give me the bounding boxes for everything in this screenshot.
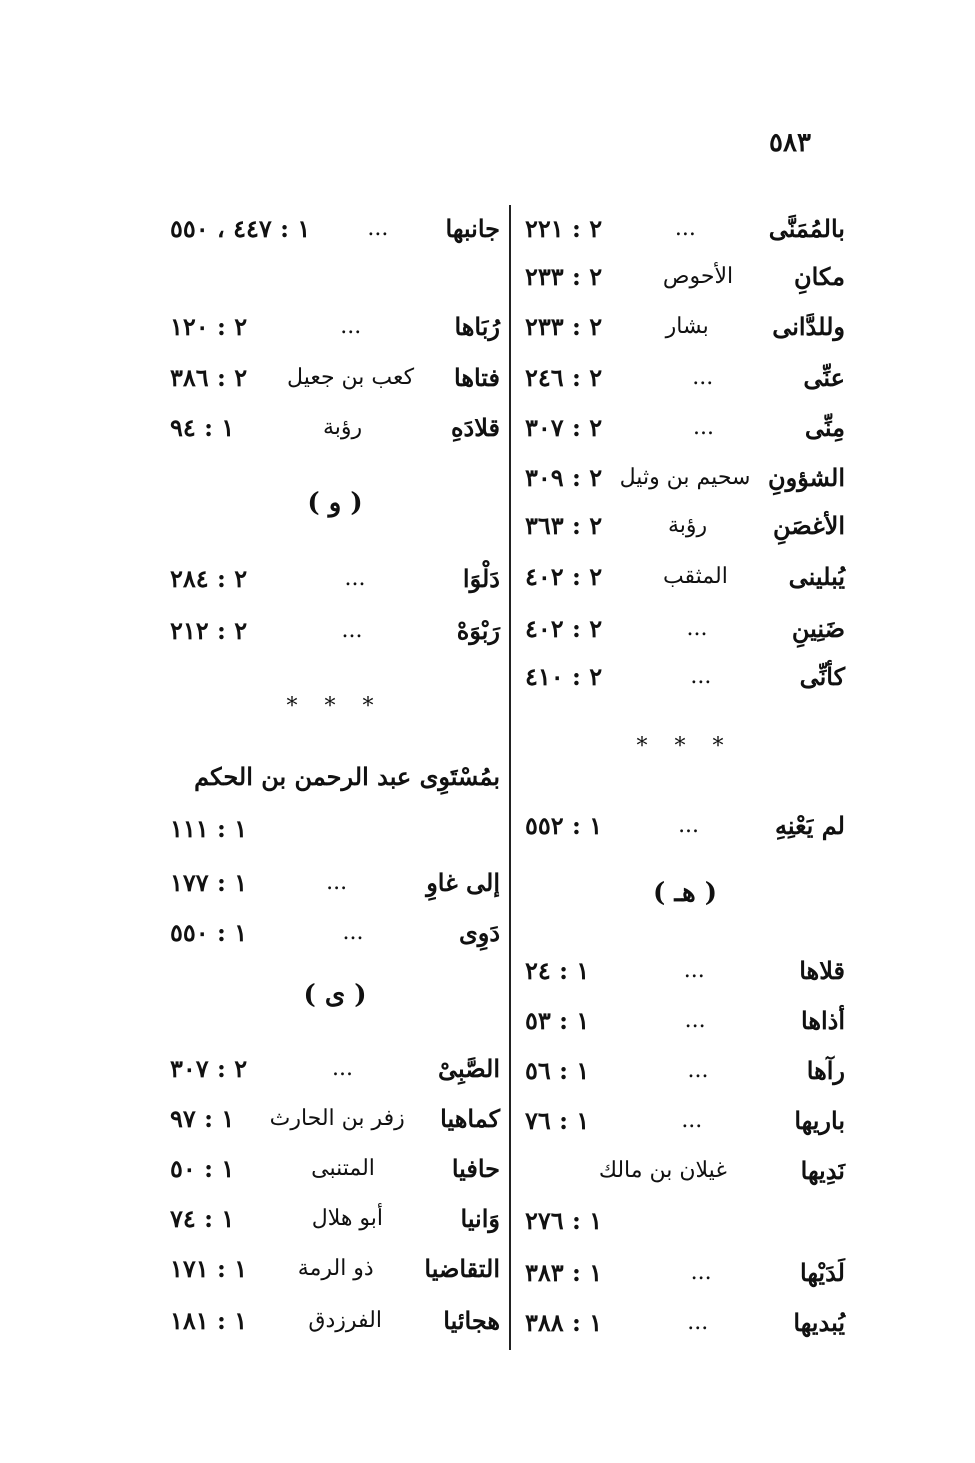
entry-ref: ١ : ٥٥٠ [170, 917, 248, 947]
list-item [525, 656, 845, 696]
entry-word: مكانِ [793, 261, 845, 291]
entry-word: يُبديها [793, 1307, 845, 1337]
entry-word: الأغصَنِ [773, 510, 845, 540]
entry-word: مِنِّى [804, 412, 845, 442]
list-item [525, 1150, 845, 1190]
entry-poet: سحيم بن وثيل [619, 464, 751, 490]
entry-poet: غيلان بن مالك [598, 1157, 727, 1183]
entry-ref: ١ : ٩٤ [170, 412, 235, 442]
entry-word: أذاها [801, 1005, 845, 1035]
entry-poet: ... [684, 1007, 706, 1033]
entry-poet: زفر بن الحارث [269, 1105, 405, 1131]
entry-word: رَبْوَهْ [456, 615, 500, 645]
entry-poet: ... [332, 1055, 354, 1081]
entry-ref: ١ : ٥٥٢ [525, 810, 603, 840]
list-item [170, 407, 500, 447]
list-item [525, 1252, 845, 1292]
entry-poet: أبو هلال [311, 1205, 384, 1231]
entry-poet: ... [683, 957, 705, 983]
list-item [525, 805, 845, 845]
entry-ref: ١ : ٩٧ [170, 1103, 235, 1133]
entry-poet: ... [326, 869, 348, 895]
list-item [525, 505, 845, 545]
entry-poet: ... [681, 1107, 703, 1133]
section-heading: ( و ) [307, 488, 363, 518]
entry-poet: رؤبة [323, 414, 363, 440]
entry-word: لَدَيْها [800, 1257, 845, 1287]
list-item [170, 610, 500, 650]
entry-ref: ١ : ٣٨٣ [525, 1257, 603, 1287]
entry-ref: ٢ : ٤١٠ [525, 661, 603, 691]
entry-word: عنِّى [803, 362, 845, 392]
entry-ref: ١ : ٣٨٨ [525, 1307, 603, 1337]
entry-poet: الأحوص [662, 263, 734, 289]
list-item [525, 306, 845, 346]
entry-ref: ٢ : ٢٤٦ [525, 362, 603, 392]
entry-ref: ١ : ١٧٧ [170, 867, 248, 897]
list-item [525, 556, 845, 596]
entry-ref: ٢ : ٣٠٧ [525, 412, 603, 442]
entry-ref: ١ : ١٨١ [170, 1305, 248, 1335]
list-item [525, 1000, 845, 1040]
entry-poet: رؤبة [667, 512, 708, 538]
entry-word: الصَّبِىْ [437, 1053, 500, 1083]
section-heading: ( هـ ) [652, 878, 718, 908]
entry-ref: ٢ : ٣٠٧ [170, 1053, 248, 1083]
entry-ref: ٢ : ٣٨٦ [170, 362, 248, 392]
entry-word: هجائيا [443, 1305, 500, 1335]
entry-ref: ٢ : ٣٦٣ [525, 510, 603, 540]
list-item [525, 457, 845, 497]
entry-poet: ... [686, 615, 708, 641]
entry-poet: ... [690, 663, 712, 689]
entry-word: يُبلينى [788, 561, 845, 591]
entry-word: إلى غاوِ [426, 867, 500, 897]
entry-word: كأنِّى [799, 661, 845, 691]
entry-poet: كعب بن جعيل [287, 364, 415, 390]
list-item [525, 1050, 845, 1090]
section-separator: * * * [636, 734, 734, 759]
entry-poet: بشار [665, 313, 709, 339]
page-number: ٥٨٣ [769, 128, 811, 158]
entry-ref: ٢ : ٢٢١ [525, 213, 603, 243]
entry-poet: ... [341, 617, 363, 643]
list-item [170, 1048, 500, 1088]
entry-poet: ذو الرمة [297, 1255, 374, 1281]
entry-poet: ... [692, 364, 714, 390]
entry-ref: ١ : ٤٤٧ ، ٥٥٠ [170, 213, 311, 243]
entry-ref: ١ : ٧٤ [170, 1203, 235, 1233]
list-item [170, 208, 500, 248]
list-item [525, 1302, 845, 1342]
entry-word: باريها [794, 1105, 845, 1135]
entry-ref: ٢ : ٤٠٢ [525, 613, 603, 643]
entry-word: التقاضيا [424, 1253, 500, 1283]
entry-word: كماهيا [440, 1103, 500, 1133]
list-item [170, 357, 500, 397]
list-item [170, 1300, 500, 1340]
entry-poet: ... [674, 215, 696, 241]
entry-word: ضَنِينِ [791, 613, 845, 643]
entry-poet: المتنبى [311, 1155, 375, 1181]
entry-word: لم يَعْنِهِ [774, 810, 845, 840]
list-item [525, 950, 845, 990]
list-item [170, 1248, 500, 1288]
entry-poet: ... [687, 1057, 709, 1083]
entry-ref: ١ : ٥٠ [170, 1153, 235, 1183]
list-item [525, 1100, 845, 1140]
entry-ref: ٢ : ٢٣٣ [525, 311, 603, 341]
entry-poet: الفرزدق [308, 1307, 382, 1333]
entry-poet: ... [693, 414, 714, 440]
entry-word: وَانيا [460, 1203, 500, 1233]
entry-poet: ... [367, 215, 389, 241]
entry-poet: ... [678, 812, 700, 838]
section-heading: ( ى ) [303, 980, 367, 1010]
list-item [525, 256, 845, 296]
entry-word: دَوِى [458, 917, 500, 947]
entry-poet: ... [687, 1309, 709, 1335]
entry-ref: ١ : ١١١ [170, 814, 248, 843]
entry-word: وللدَّانى [772, 311, 845, 341]
list-item [170, 862, 500, 902]
entry-ref: ٢ : ٢٨٤ [170, 563, 248, 593]
entry-ref: ١ : ٢٧٦ [525, 1205, 603, 1235]
list-item [525, 1200, 845, 1240]
entry-poet: ... [344, 565, 366, 591]
entry-word: قلادَهِ [450, 412, 500, 442]
entry-ref: ٢ : ١٢٠ [170, 311, 248, 341]
entry-ref: ١ : ٥٦ [525, 1055, 590, 1085]
entry-word: الشؤونِ [767, 462, 845, 492]
entry-word: رُبَاها [454, 311, 500, 341]
list-item [525, 357, 845, 397]
entry-word: قلاها [799, 955, 845, 985]
entry-word: نَدِيها [800, 1155, 845, 1185]
list-item [170, 1148, 500, 1188]
list-item [525, 208, 845, 248]
list-item [170, 558, 500, 598]
entry-poet: ... [342, 919, 364, 945]
list-item [170, 306, 500, 346]
entry-ref: ١ : ٧٦ [525, 1105, 590, 1135]
list-item [170, 1098, 500, 1138]
entry-poet: ... [340, 313, 362, 339]
entry-word: فتاها [454, 362, 500, 392]
entry-word: حافيا [451, 1153, 500, 1183]
list-item [170, 912, 500, 952]
entry-word: بالمُمَنَّى [768, 213, 845, 243]
entry-poet: المثقب [662, 563, 728, 589]
entry-ref: ١ : ٥٣ [525, 1005, 590, 1035]
list-item [525, 407, 845, 447]
list-item [170, 1198, 500, 1238]
list-item [525, 608, 845, 648]
entry-word: رآها [806, 1055, 845, 1085]
entry-ref: ٢ : ٢٣٣ [525, 261, 603, 291]
entry-poet: ... [690, 1259, 712, 1285]
entry-ref: ١ : ٢٤ [525, 955, 590, 985]
entry-ref: ٢ : ٢١٢ [170, 615, 248, 645]
entry-word: دَلْوَا [462, 563, 500, 593]
entry-line: بمُسْتَوِى عبد الرحمن بن الحكم [194, 762, 500, 791]
entry-ref: ٢ : ٤٠٢ [525, 561, 603, 591]
entry-ref: ٢ : ٣٠٩ [525, 462, 603, 492]
entry-word: جانبها [445, 213, 500, 243]
section-separator: * * * [286, 694, 384, 719]
column-divider [509, 205, 511, 1350]
entry-ref: ١ : ١٧١ [170, 1253, 248, 1283]
